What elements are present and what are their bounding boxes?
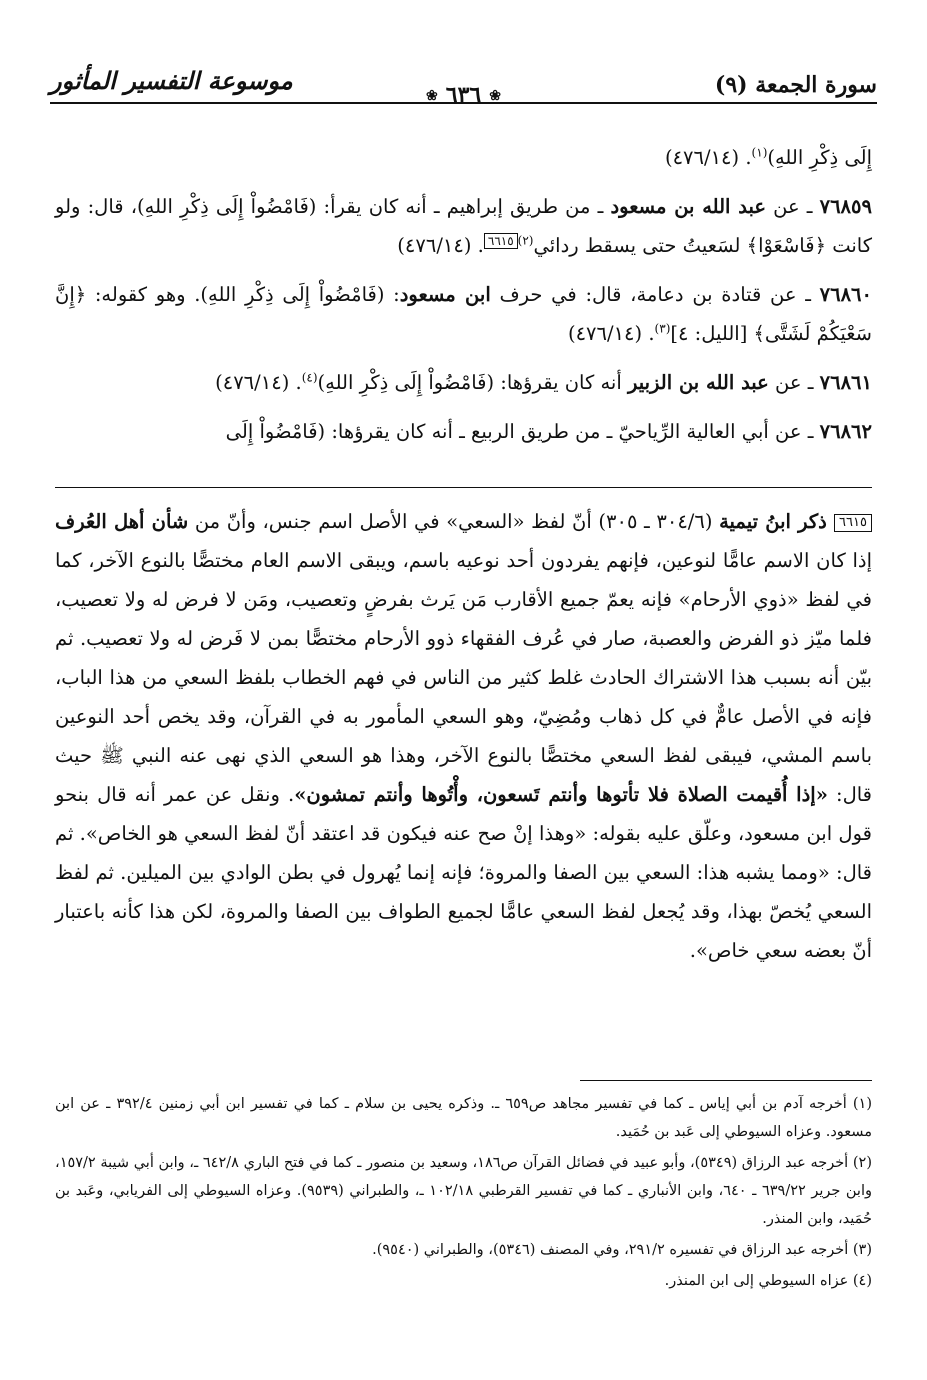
main-text (55, 138, 872, 461)
footnote-ref[interactable]: (٤) (301, 370, 318, 385)
ornament-left-icon: ❀ (426, 88, 438, 104)
footnote-ref[interactable]: (٣) (654, 321, 671, 336)
page-number-row (0, 82, 927, 108)
narrator-name: عبد الله بن الزبير (627, 371, 769, 394)
ornament-right-icon: ❀ (489, 88, 501, 104)
commentary-ref-box[interactable]: ٦٦١٥ (484, 233, 518, 249)
footnote-separator (580, 1080, 872, 1081)
hadith-quote: «إذا أُقيمت الصلاة فلا تأتوها وأنتم تَسعون، وأْتُوها وأنتم تمشون» (294, 783, 828, 806)
page-number-value: ٦٣٦ (445, 82, 482, 108)
entry-number: ٧٦٨٥٩ (819, 195, 872, 218)
footnotes (55, 1090, 872, 1298)
header-surah-title: سورة الجمعة (٩) (714, 72, 877, 98)
commentary-separator (55, 487, 872, 488)
footnote-3: (٣) أخرجه عبد الرزاق في تفسيره ٢٩١/٢، وفي المصنف (٥٣٤٦)، والطبراني (٩٥٤٠). (372, 1242, 872, 1258)
footnote-ref[interactable]: (١) (751, 145, 768, 160)
commentary-number-box: ٦٦١٥ (834, 514, 872, 532)
footnote-ref[interactable]: (٢) (517, 233, 534, 248)
entry-number: ٧٦٨٦٢ (819, 420, 872, 443)
narrator-name: ابن مسعود (399, 283, 491, 306)
footnote-1: (١) أخرجه آدم بن أبي إياس ـ كما في تفسير مجاهد ص٦٥٩ ـ. وذكره يحيى بن سلام ـ كما في تفسير ابن أبي زمنين ٣٩٢/٤ ـ عن ابن مسعود. وعزاه السيوطي إلى عَبد بن حُمَيد. (55, 1096, 872, 1140)
continuation-line: إِلَى ذِكْرِ اللهِ)$^{(١)}$. (٤٧٦/١٤) (664, 145, 872, 169)
commentary-block: ٦٦١٥ ذكر ابنُ تيمية (٣٠٤/٦ ـ ٣٠٥) أنّ لفظ «السعي» في الأصل اسم جنس، وأنّ من شأن أهل العُرف إذا كان الاسم عامًّا لنوعين، فإنهم يفردون أحد نوعيه باسم، ويبقى الاسم العام مختصًّا بالنوع الآخر، كما في لفظ «ذوي الأرحام» فإنه يعمّ جميع الأقارب مَن يَرث بفرضٍ وتعصيب، ومَن لا فرض له ولا تعصيب، فلما ميّز ذو الفرض والعصبة، صار في عُرف الفقهاء ذوو الأرحام مختصًّا بمن لا فَرض له ولا تعصيب. ثم بيّن أنه بسبب هذا الاشتراك الحادث غلط كثير من الناس في فهم الخطاب بلفظ السعي من هذا الباب، فإنه في الأصل عامٌّ في كل ذهاب ومُضِيّ، وهو السعي المأمور به في القرآن، وقد يخص أحد النوعين باسم المشي، فيبقى لفظ السعي مختصًّا بالنوع الآخر، وهذا هو السعي الذي نهى عنه النبي ﷺ حيث قال: «إذا أُقيمت الصلاة فلا تأتوها وأنتم تَسعون، وأْتُوها وأنتم تمشون». ونقل عن عمر أنه قال بنحو قول ابن مسعود، وعلّق عليه بقوله: «وهذا إنْ صح عنه فيكون قد اعتقد أنّ لفظ السعي هو الخاص». ثم قال: «ومما يشبه هذا: السعي بين الصفا والمروة؛ فإنه إنما يُهرول في بطن الوادي بين الميلين. ثم لفظ السعي يُخصّ بهذا، وقد يُجعل لفظ السعي عامًّا لجميع الطواف بين الصفا والمروة، لكن هذا كأنه باعتبار أنّ بعضه سعي خاص». (55, 510, 873, 962)
footnote-4: (٤) عزاه السيوطي إلى ابن المنذر. (664, 1273, 872, 1289)
entry-76862: ٧٦٨٦٢ ـ عن أبي العالية الرِّياحيّ ـ من طريق الربيع ـ أنه كان يقرؤها: (فَامْضُواْ إِلَى (225, 420, 872, 443)
entry-number: ٧٦٨٦١ (819, 371, 872, 394)
entry-76859: ٧٦٨٥٩ ـ عن عبد الله بن مسعود ـ من طريق إبراهيم ـ أنه كان يقرأ: (فَامْضُواْ إِلَى ذِكْرِ اللهِ)، قال: ولو كانت ﴿فَاسْعَوْا﴾ لسَعيتُ حتى يسقط ردائي$^{(٢)}$٦٦١٥. (٤٧٦/١٤) (55, 195, 872, 257)
narrator-name: عبد الله بن مسعود (610, 195, 766, 218)
entry-76860: ٧٦٨٦٠ ـ عن قتادة بن دعامة، قال: في حرف ابن مسعود: (فَامْضُواْ إِلَى ذِكْرِ اللهِ). وهو كقوله: ﴿إِنَّ سَعْيَكُمْ لَشَتَّى﴾ [الليل: ٤]$^{(٣)}$. (٤٧٦/١٤) (55, 283, 873, 345)
commentary-lead: ذكر ابنُ تيمية (719, 510, 835, 533)
entry-76861: ٧٦٨٦١ ـ عن عبد الله بن الزبير أنه كان يقرؤها: (فَامْضُواْ إِلَى ذِكْرِ اللهِ)$^{(٤)}$. (٤٧٦/١٤) (215, 370, 872, 394)
entry-number: ٧٦٨٦٠ (819, 283, 873, 306)
page-number (418, 82, 509, 108)
header-book-title: موسوعة التفسير المأثور (50, 66, 293, 95)
footnote-2: (٢) أخرجه عبد الرزاق (٥٣٤٩)، وأبو عبيد في فضائل القرآن ص١٨٦، وسعيد بن منصور ـ كما في فتح الباري ٦٤٢/٨ ـ، وابن أبي شيبة ١٥٧/٢، وابن جرير ٦٣٩/٢٢ ـ ٦٤٠، وابن الأنباري ـ كما في تفسير القرطبي ١٠٢/١٨ ـ، والطبراني (٩٥٣٩). وعزاه السيوطي إلى الفريابي، وعَبد بن حُمَيد، وابن المنذر. (55, 1155, 872, 1227)
